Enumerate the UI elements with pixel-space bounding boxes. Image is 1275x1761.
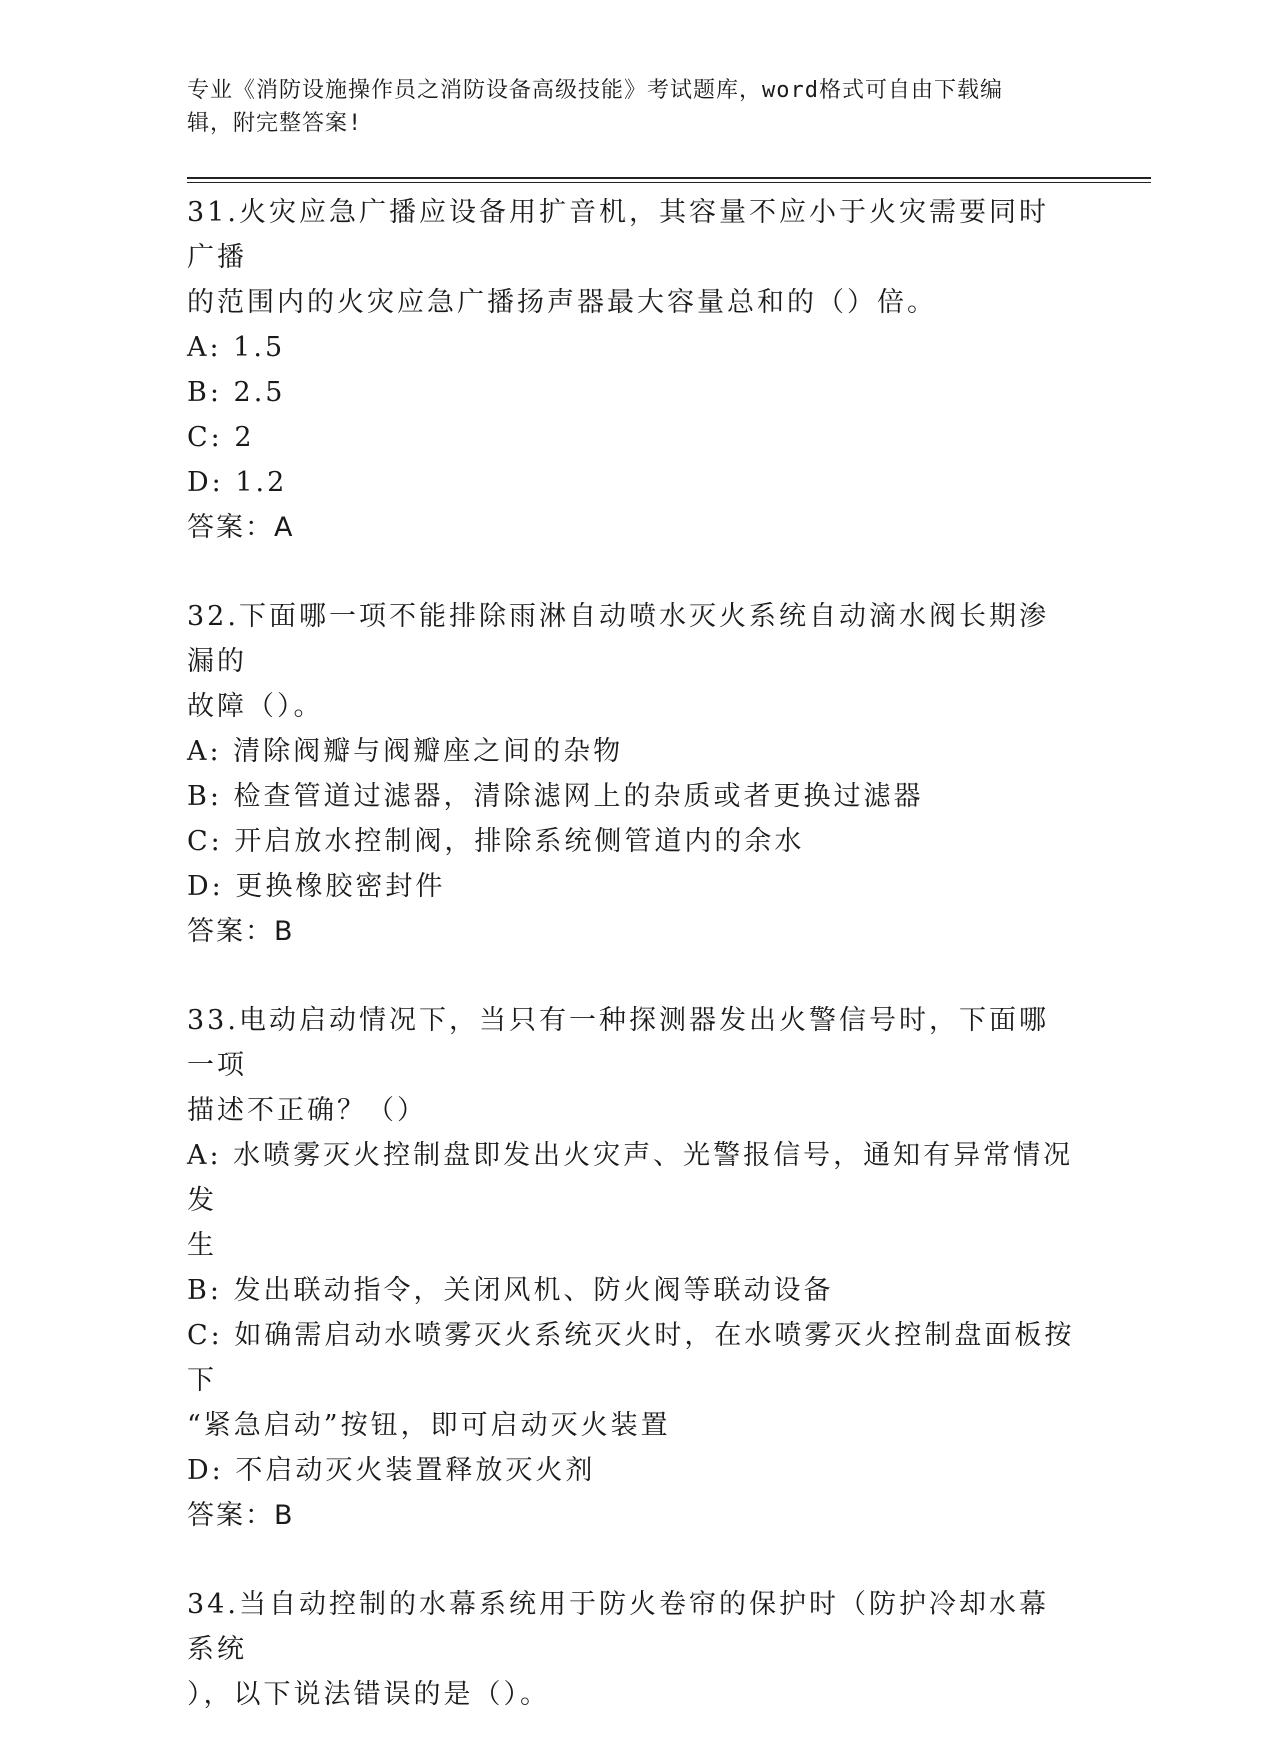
option-c-continued: “紧急启动”按钮，即可启动灭火装置 [187,1410,671,1441]
question-text-line: 故障（）。 [187,691,324,722]
option-c: C: 如确需启动水喷雾灭火系统灭火时，在水喷雾灭火控制盘面板按下 [187,1320,1075,1396]
option-c: C: 2 [187,422,255,453]
question-32 [187,594,1077,954]
option-a: A: 清除阀瓣与阀瓣座之间的杂物 [187,736,624,767]
question-text-line: 34.当自动控制的水幕系统用于防火卷帘的保护时（防护冷却水幕系统 [187,1589,1049,1665]
header-line-2: 辑，附完整答案! [187,111,363,136]
option-a: A: 水喷雾灭火控制盘即发出火灾声、光警报信号，通知有异常情况发 [187,1140,1074,1216]
option-b: B: 2.5 [187,377,286,408]
header-line-1: 专业《消防设施操作员之消防设备高级技能》考试题库，word格式可自由下载编 [187,78,1003,103]
option-a: A: 1.5 [187,332,286,363]
option-a-continued: 生 [187,1230,217,1261]
option-b: B: 发出联动指令，关闭风机、防火阀等联动设备 [187,1275,834,1306]
question-text-line: 31.火灾应急广播应设备用扩音机，其容量不应小于火灾需要同时广播 [187,197,1049,273]
question-33 [187,998,1077,1538]
option-c: C: 开启放水控制阀，排除系统侧管道内的余水 [187,826,805,857]
question-text-line: 的范围内的火灾应急广播扬声器最大容量总和的（）倍。 [187,287,937,318]
answer: 答案：A [187,512,295,543]
option-d: D: 不启动灭火装置释放灭火剂 [187,1455,596,1486]
answer: 答案：B [187,1500,295,1531]
option-d: D: 1.2 [187,467,288,498]
header-divider-thin [187,182,1151,183]
question-text-line: ），以下说法错误的是（）。 [187,1679,550,1710]
question-text-line: 描述不正确？（） [187,1095,427,1126]
document-header [187,74,1067,140]
question-text-line: 33.电动启动情况下，当只有一种探测器发出火警信号时，下面哪一项 [187,1005,1049,1081]
question-text-line: 32.下面哪一项不能排除雨淋自动喷水灭火系统自动滴水阀长期渗漏的 [187,601,1049,677]
option-b: B: 检查管道过滤器，清除滤网上的杂质或者更换过滤器 [187,781,924,812]
answer: 答案：B [187,916,295,947]
question-list [187,190,1077,1761]
header-divider-thick [187,177,1151,179]
option-d: D: 更换橡胶密封件 [187,871,446,902]
question-31 [187,190,1077,550]
